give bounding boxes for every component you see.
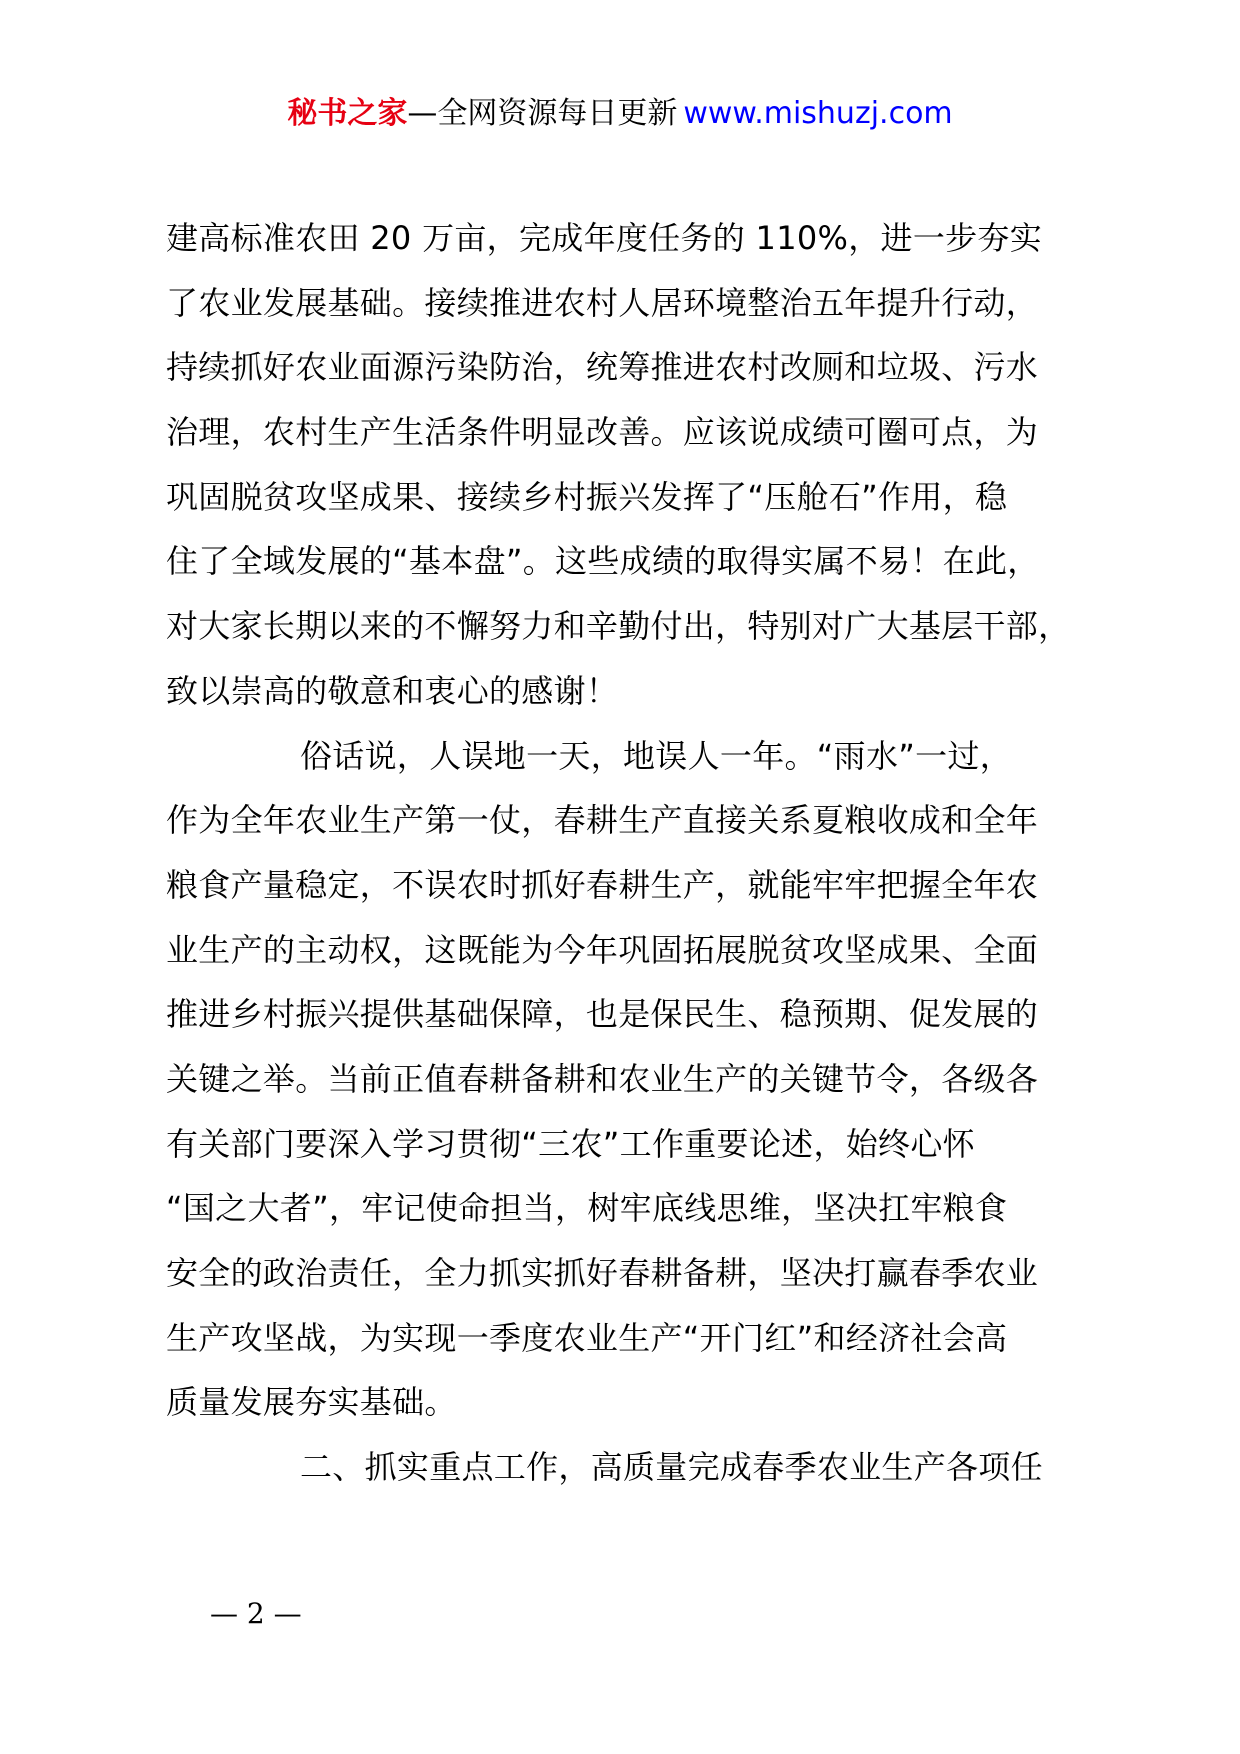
section-heading-line: 二、抓实重点工作，高质量完成春季农业生产各项任 bbox=[300, 1448, 1043, 1487]
body-line: “国之大者”，牢记使命担当，树牢底线思维，坚决扛牢粮食 bbox=[166, 1189, 1008, 1228]
body-line: 巩固脱贫攻坚成果、接续乡村振兴发挥了“压舱石”作用，稳 bbox=[166, 477, 1008, 516]
body-line: 作为全年农业生产第一仗，春耕生产直接关系夏粮收成和全年 bbox=[166, 801, 1039, 840]
site-url-link[interactable]: www.mishuzj.com bbox=[683, 96, 953, 131]
body-line: 有关部门要深入学习贯彻“三农”工作重要论述，始终心怀 bbox=[166, 1124, 975, 1163]
body-line: 治理，农村生产生活条件明显改善。应该说成绩可圈可点，为 bbox=[166, 413, 1039, 452]
body-line: 建高标准农田 20 万亩，完成年度任务的 110%，进一步夯实 bbox=[166, 219, 1043, 257]
body-line: 质量发展夯实基础。 bbox=[166, 1383, 457, 1422]
paragraph-first-line: 俗话说，人误地一天，地误人一年。“雨水”一过， bbox=[300, 736, 1013, 775]
body-line: 安全的政治责任，全力抓实抓好春耕备耕，坚决打赢春季农业 bbox=[166, 1254, 1039, 1292]
body-line: 了农业发展基础。接续推进农村人居环境整治五年提升行动， bbox=[166, 283, 1039, 322]
document-body bbox=[166, 206, 1126, 1500]
body-line: 住了全域发展的“基本盘”。这些成绩的取得实属不易！在此， bbox=[166, 542, 1040, 581]
body-line: 持续抓好农业面源污染防治，统筹推进农村改厕和垃圾、污水 bbox=[166, 348, 1039, 387]
body-line: 对大家长期以来的不懈努力和辛勤付出，特别对广大基层干部， bbox=[166, 607, 1071, 646]
brand-name: 秘书之家 bbox=[287, 96, 408, 131]
body-line: 粮食产量稳定，不误农时抓好春耕生产，就能牢牢把握全年农 bbox=[166, 865, 1039, 904]
body-line: 推进乡村振兴提供基础保障，也是保民生、稳预期、促发展的 bbox=[166, 995, 1039, 1034]
body-line: 生产攻坚战，为实现一季度农业生产“开门红”和经济社会高 bbox=[166, 1318, 1008, 1357]
page-number: — 2 — bbox=[210, 1597, 302, 1630]
body-line: 致以崇高的敬意和衷心的感谢！ bbox=[166, 671, 619, 710]
header-tagline: —全网资源每日更新 bbox=[407, 96, 678, 131]
body-line: 业生产的主动权，这既能为今年巩固拓展脱贫攻坚成果、全面 bbox=[166, 930, 1039, 969]
site-header bbox=[0, 92, 1240, 136]
body-line: 关键之举。当前正值春耕备耕和农业生产的关键节令，各级各 bbox=[166, 1059, 1039, 1098]
